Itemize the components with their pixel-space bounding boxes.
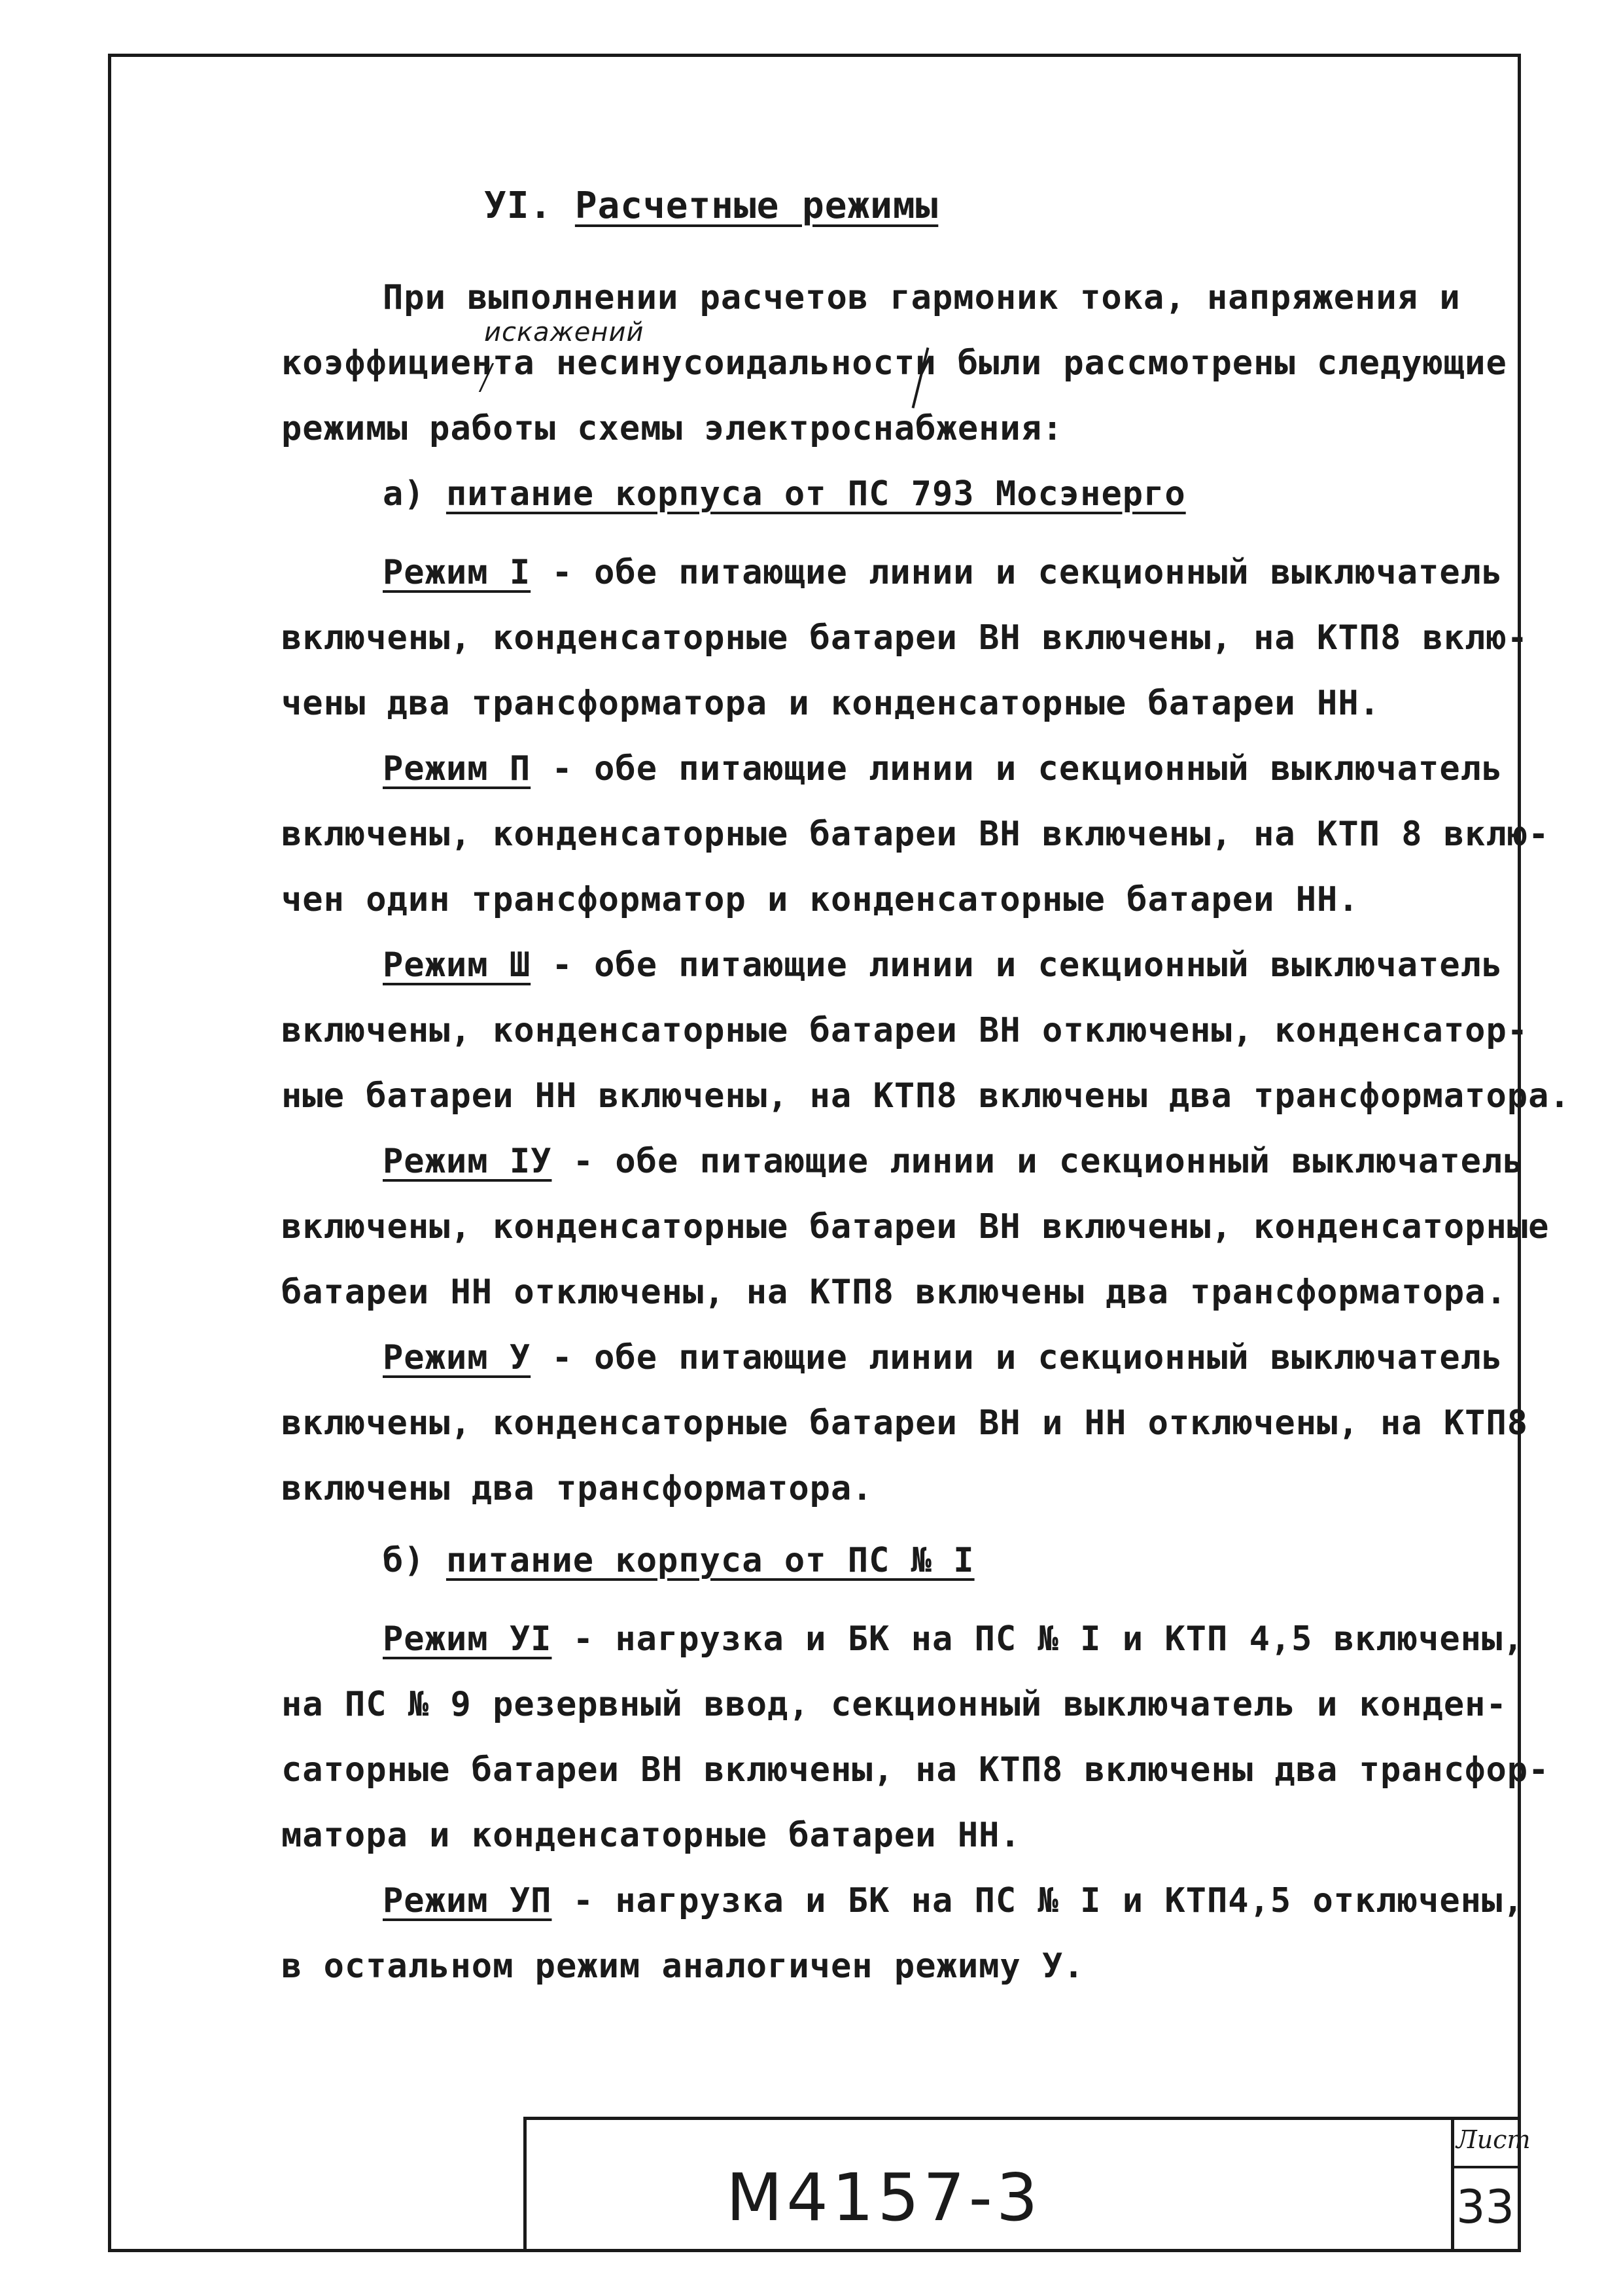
mode-5-line-2: включены, конденсаторные батареи ВН и НН отключены, на КТП8 <box>281 1404 1529 1443</box>
section-number: УІ. <box>484 185 553 227</box>
mode-7-line-1 <box>383 1881 1524 1920</box>
document-code: М4157-3 <box>726 2159 1042 2236</box>
mode-6-line-1 <box>383 1619 1524 1659</box>
mode-5-line-1 <box>383 1338 1503 1377</box>
section-a-marker: а) <box>383 474 425 514</box>
sheet-cell-separator <box>1451 2166 1521 2168</box>
section-a-heading-text: питание корпуса от ПС 793 Мосэнерго <box>445 474 1186 514</box>
title-block-divider <box>1451 2117 1454 2252</box>
mode-7-label: Режим УП <box>383 1881 552 1920</box>
sheet-number: 33 <box>1456 2180 1515 2234</box>
mode-1-line-1 <box>383 553 1503 592</box>
intro-line-1: При выполнении расчетов гармоник тока, напряжения и <box>383 278 1461 317</box>
section-b-marker: б) <box>383 1541 425 1580</box>
mode-1-line-3: чены два трансформатора и конденсаторные батареи НН. <box>281 684 1380 723</box>
mode-3-line-3: ные батареи НН включены, на КТП8 включены два трансформатора. <box>281 1076 1571 1116</box>
mode-7-line-2: в остальном режим аналогичен режиму У. <box>281 1947 1085 1986</box>
mode-6-line-3: саторные батареи ВН включены, на КТП8 включены два трансфор- <box>281 1750 1550 1790</box>
mode-4-line-3: батареи НН отключены, на КТП8 включены два трансформатора. <box>281 1273 1507 1312</box>
mode-2-text-1: - обе питающие линии и секционный выключатель <box>531 749 1503 788</box>
mode-2-label: Режим П <box>383 749 531 788</box>
mode-2-line-2: включены, конденсаторные батареи ВН включены, на КТП 8 вклю- <box>281 815 1550 854</box>
mode-4-line-2: включены, конденсаторные батареи ВН включены, конденсаторные <box>281 1207 1550 1246</box>
sheet-label: Лист <box>1456 2125 1531 2154</box>
section-title-text: Расчетные режимы <box>574 185 939 227</box>
mode-3-text-1: - обе питающие линии и секционный выключатель <box>531 945 1503 985</box>
mode-5-label: Режим У <box>383 1338 531 1377</box>
mode-6-label: Режим УІ <box>383 1619 552 1659</box>
mode-6-line-2: на ПС № 9 резервный ввод, секционный выключатель и конден- <box>281 1685 1507 1724</box>
mode-2-line-1 <box>383 749 1503 788</box>
intro-line-3: режимы работы схемы электроснабжения: <box>281 409 1064 448</box>
mode-4-label: Режим ІУ <box>383 1142 552 1181</box>
mode-3-line-2: включены, конденсаторные батареи ВН отключены, конденсатор- <box>281 1011 1529 1050</box>
mode-6-line-4: матора и конденсаторные батареи НН. <box>281 1816 1021 1855</box>
mode-2-line-3: чен один трансформатор и конденсаторные батареи НН. <box>281 880 1359 919</box>
handwritten-correction: искажений <box>484 317 644 347</box>
section-title <box>484 185 938 227</box>
section-b-heading <box>383 1541 975 1580</box>
section-a-heading <box>383 474 1186 514</box>
mode-5-text-1: - обе питающие линии и секционный выключатель <box>531 1338 1503 1377</box>
section-b-heading-text: питание корпуса от ПС № І <box>445 1541 975 1580</box>
mode-3-line-1 <box>383 945 1503 985</box>
mode-1-label: Режим І <box>383 553 531 592</box>
mode-1-line-2: включены, конденсаторные батареи ВН включены, на КТП8 вклю- <box>281 618 1529 658</box>
mode-5-line-3: включены два трансформатора. <box>281 1469 873 1508</box>
mode-6-text-1: - нагрузка и БК на ПС № І и КТП 4,5 включены, <box>551 1619 1524 1659</box>
mode-3-label: Режим Ш <box>383 945 531 985</box>
mode-4-text-1: - обе питающие линии и секционный выключатель <box>551 1142 1524 1181</box>
mode-4-line-1 <box>383 1142 1524 1181</box>
mode-7-text-1: - нагрузка и БК на ПС № І и КТП4,5 отключены, <box>551 1881 1524 1920</box>
mode-1-text-1: - обе питающие линии и секционный выключатель <box>531 553 1503 592</box>
intro-line-2: коэффициента несинусоидальности были рассмотрены следующие <box>281 344 1507 383</box>
